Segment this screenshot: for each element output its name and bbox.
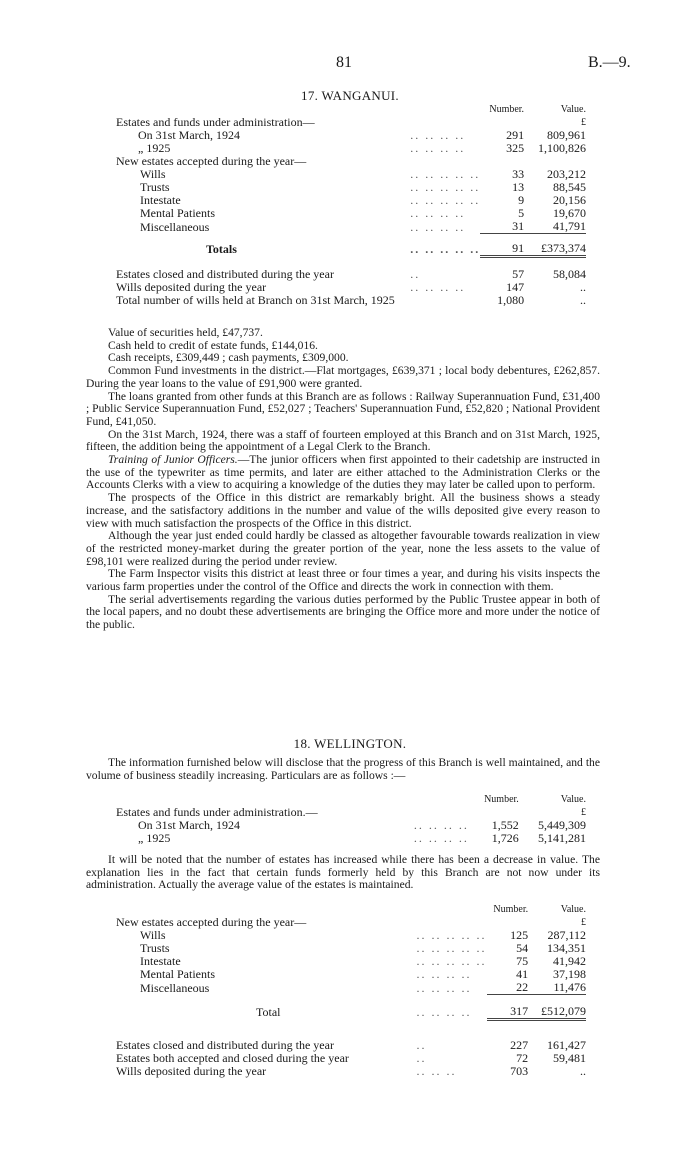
table-row: Estates both accepted and closed during the year .. 72 59,481 (116, 1050, 586, 1065)
value-unit: £ (581, 917, 586, 928)
paragraph: Although the year just ended could hardly be classed as altogether favourable towards realization in view of the restricted money-market during the greater portion of the year, none the less assets to the value of £98,101 were realized during the period under review. (86, 529, 600, 568)
value-unit: £ (581, 807, 586, 818)
table-row: On 31st March, 1924 .. .. .. .. 1,552 5,449,309 (138, 818, 586, 832)
wellington-intro (86, 757, 600, 782)
table-row: Trusts .. .. .. .. .. 54 134,351 (140, 941, 586, 955)
table-row: Mental Patients .. .. .. .. 41 37,198 (140, 967, 586, 981)
table-row: Trusts .. .. .. .. .. 13 88,545 (140, 180, 586, 194)
table-row: „ 1925 .. .. .. .. 1,726 5,141,281 (138, 831, 586, 845)
value-unit: £ (581, 117, 586, 128)
paragraph: Value of securities held, £47,737. (108, 326, 263, 339)
paragraph: The loans granted from other funds at this Branch are as follows : Railway Superannuation Fund, £31,400 ; Public Service Superannuation Fund, £52,027 ; Teachers' Superannuation Fund, £52,820 ; National Provident Fund, £41,050. (86, 389, 601, 428)
paragraph: Cash held to credit of estate funds, £144,016. (108, 338, 318, 352)
training-text: —The junior officers when first appointed to their cadetship are instructed in the use of the typewriter as time permits, and later are either attached to the Administration Clerks or the Accounts Clerks with a view to acquiring a knowledge of the duties they may later be called upon to perform. (86, 453, 600, 492)
col-value-header: Value. (560, 794, 586, 805)
table-row: Mental Patients .. .. .. .. 5 19,670 (140, 206, 586, 220)
table-row: On 31st March, 1924 .. .. .. .. 291 809,961 (138, 128, 586, 142)
wellington-accepted-table (116, 903, 586, 1078)
col-value-header: Value. (560, 104, 586, 115)
table-row: Wills .. .. .. .. .. 33 203,212 (140, 167, 586, 181)
paragraph: On the 31st March, 1924, there was a staff of fourteen employed at this Branch and on 31st March, 1925, fifteen, the addition being the appointment of a Legal Clerk to the Branch. (86, 427, 600, 454)
table-row: Miscellaneous .. .. .. .. 22 11,476 (140, 980, 586, 995)
paragraph: The prospects of the Office in this district are remarkably bright. All the business shows a steady increase, and the satisfactory additions in the number and value of the wills deposited give every reason to view with much satisfaction the prospects of the Office in this district. (86, 491, 600, 530)
totals-row: Totals .. .. .. .. .. 91 £373,374 (206, 240, 586, 256)
wellington-admin-table (116, 793, 586, 845)
wanganui-notes (86, 327, 600, 632)
table-row: Intestate .. .. .. .. .. 9 20,156 (140, 193, 586, 207)
paragraph: Cash receipts, £309,449 ; cash payments, £309,000. (108, 351, 349, 365)
col-number-header: Number. (493, 904, 529, 915)
table-row: Miscellaneous .. .. .. .. 31 41,791 (140, 219, 586, 234)
col-number-header: Number. (489, 104, 525, 115)
table-row: Total number of wills held at Branch on 31st March, 1925 1,080 .. (116, 292, 586, 307)
totals-row: Total .. .. .. .. 317 £512,079 (256, 1003, 586, 1019)
col-value-header: Value. (560, 904, 586, 915)
col-number-header: Number. (484, 794, 519, 805)
table-row: Wills .. .. .. .. .. 125 287,112 (140, 928, 586, 942)
paragraph-training (86, 454, 600, 492)
document-reference: B.—9. (588, 54, 631, 71)
paragraph: The serial advertisements regarding the various duties performed by the Public Trustee appear in both of the local papers, and no doubt these advertisements are bringing the Office more and more under the notice of the public. (86, 592, 600, 632)
wanganui-table (116, 103, 586, 307)
table-row: Wills deposited during the year .. .. .. .. 147 .. (116, 279, 586, 294)
paragraph: The information furnished below will disclose that the progress of this Branch is well maintained, and the volume of business steadily increasing. Particulars are as follows :— (86, 756, 600, 782)
admin-label: Estates and funds under administration— (116, 115, 315, 129)
training-heading: Training of Junior Officers. (108, 453, 238, 467)
paragraph: It will be noted that the number of estates has increased while there has been a decrease in value. The explanation lies in the fact that certain funds formerly held by this Branch are not now under its administration. Actually the average value of the estates is maintained. (86, 853, 600, 892)
paragraph: Common Fund investments in the district.—Flat mortgages, £639,371 ; local body debentures, £262,857. During the year loans to the value of £91,900 were granted. (86, 364, 600, 390)
wellington-note (86, 854, 600, 892)
section-title-wanganui: 17. WANGANUI. (301, 88, 399, 103)
table-row: Wills deposited during the year .. .. .. 703 .. (116, 1063, 586, 1078)
table-row: Intestate .. .. .. .. .. 75 41,942 (140, 954, 586, 968)
table-row: Estates closed and distributed during the year .. 227 161,427 (116, 1037, 586, 1052)
table-row: Estates closed and distributed during the year .. 57 58,084 (116, 266, 586, 281)
accepted-label: New estates accepted during the year— (116, 154, 307, 168)
admin-label: Estates and funds under administration.— (116, 805, 318, 819)
table-row: „ 1925 .. .. .. .. 325 1,100,826 (138, 141, 586, 155)
page-number: 81 (336, 54, 352, 71)
section-title-wellington: 18. WELLINGTON. (293, 736, 407, 751)
paragraph: The Farm Inspector visits this district at least three or four times a year, and during his visits inspects the various farm properties under the control of the Office and directs the work in connection with them. (86, 567, 600, 594)
accepted-label: New estates accepted during the year— (116, 915, 307, 929)
